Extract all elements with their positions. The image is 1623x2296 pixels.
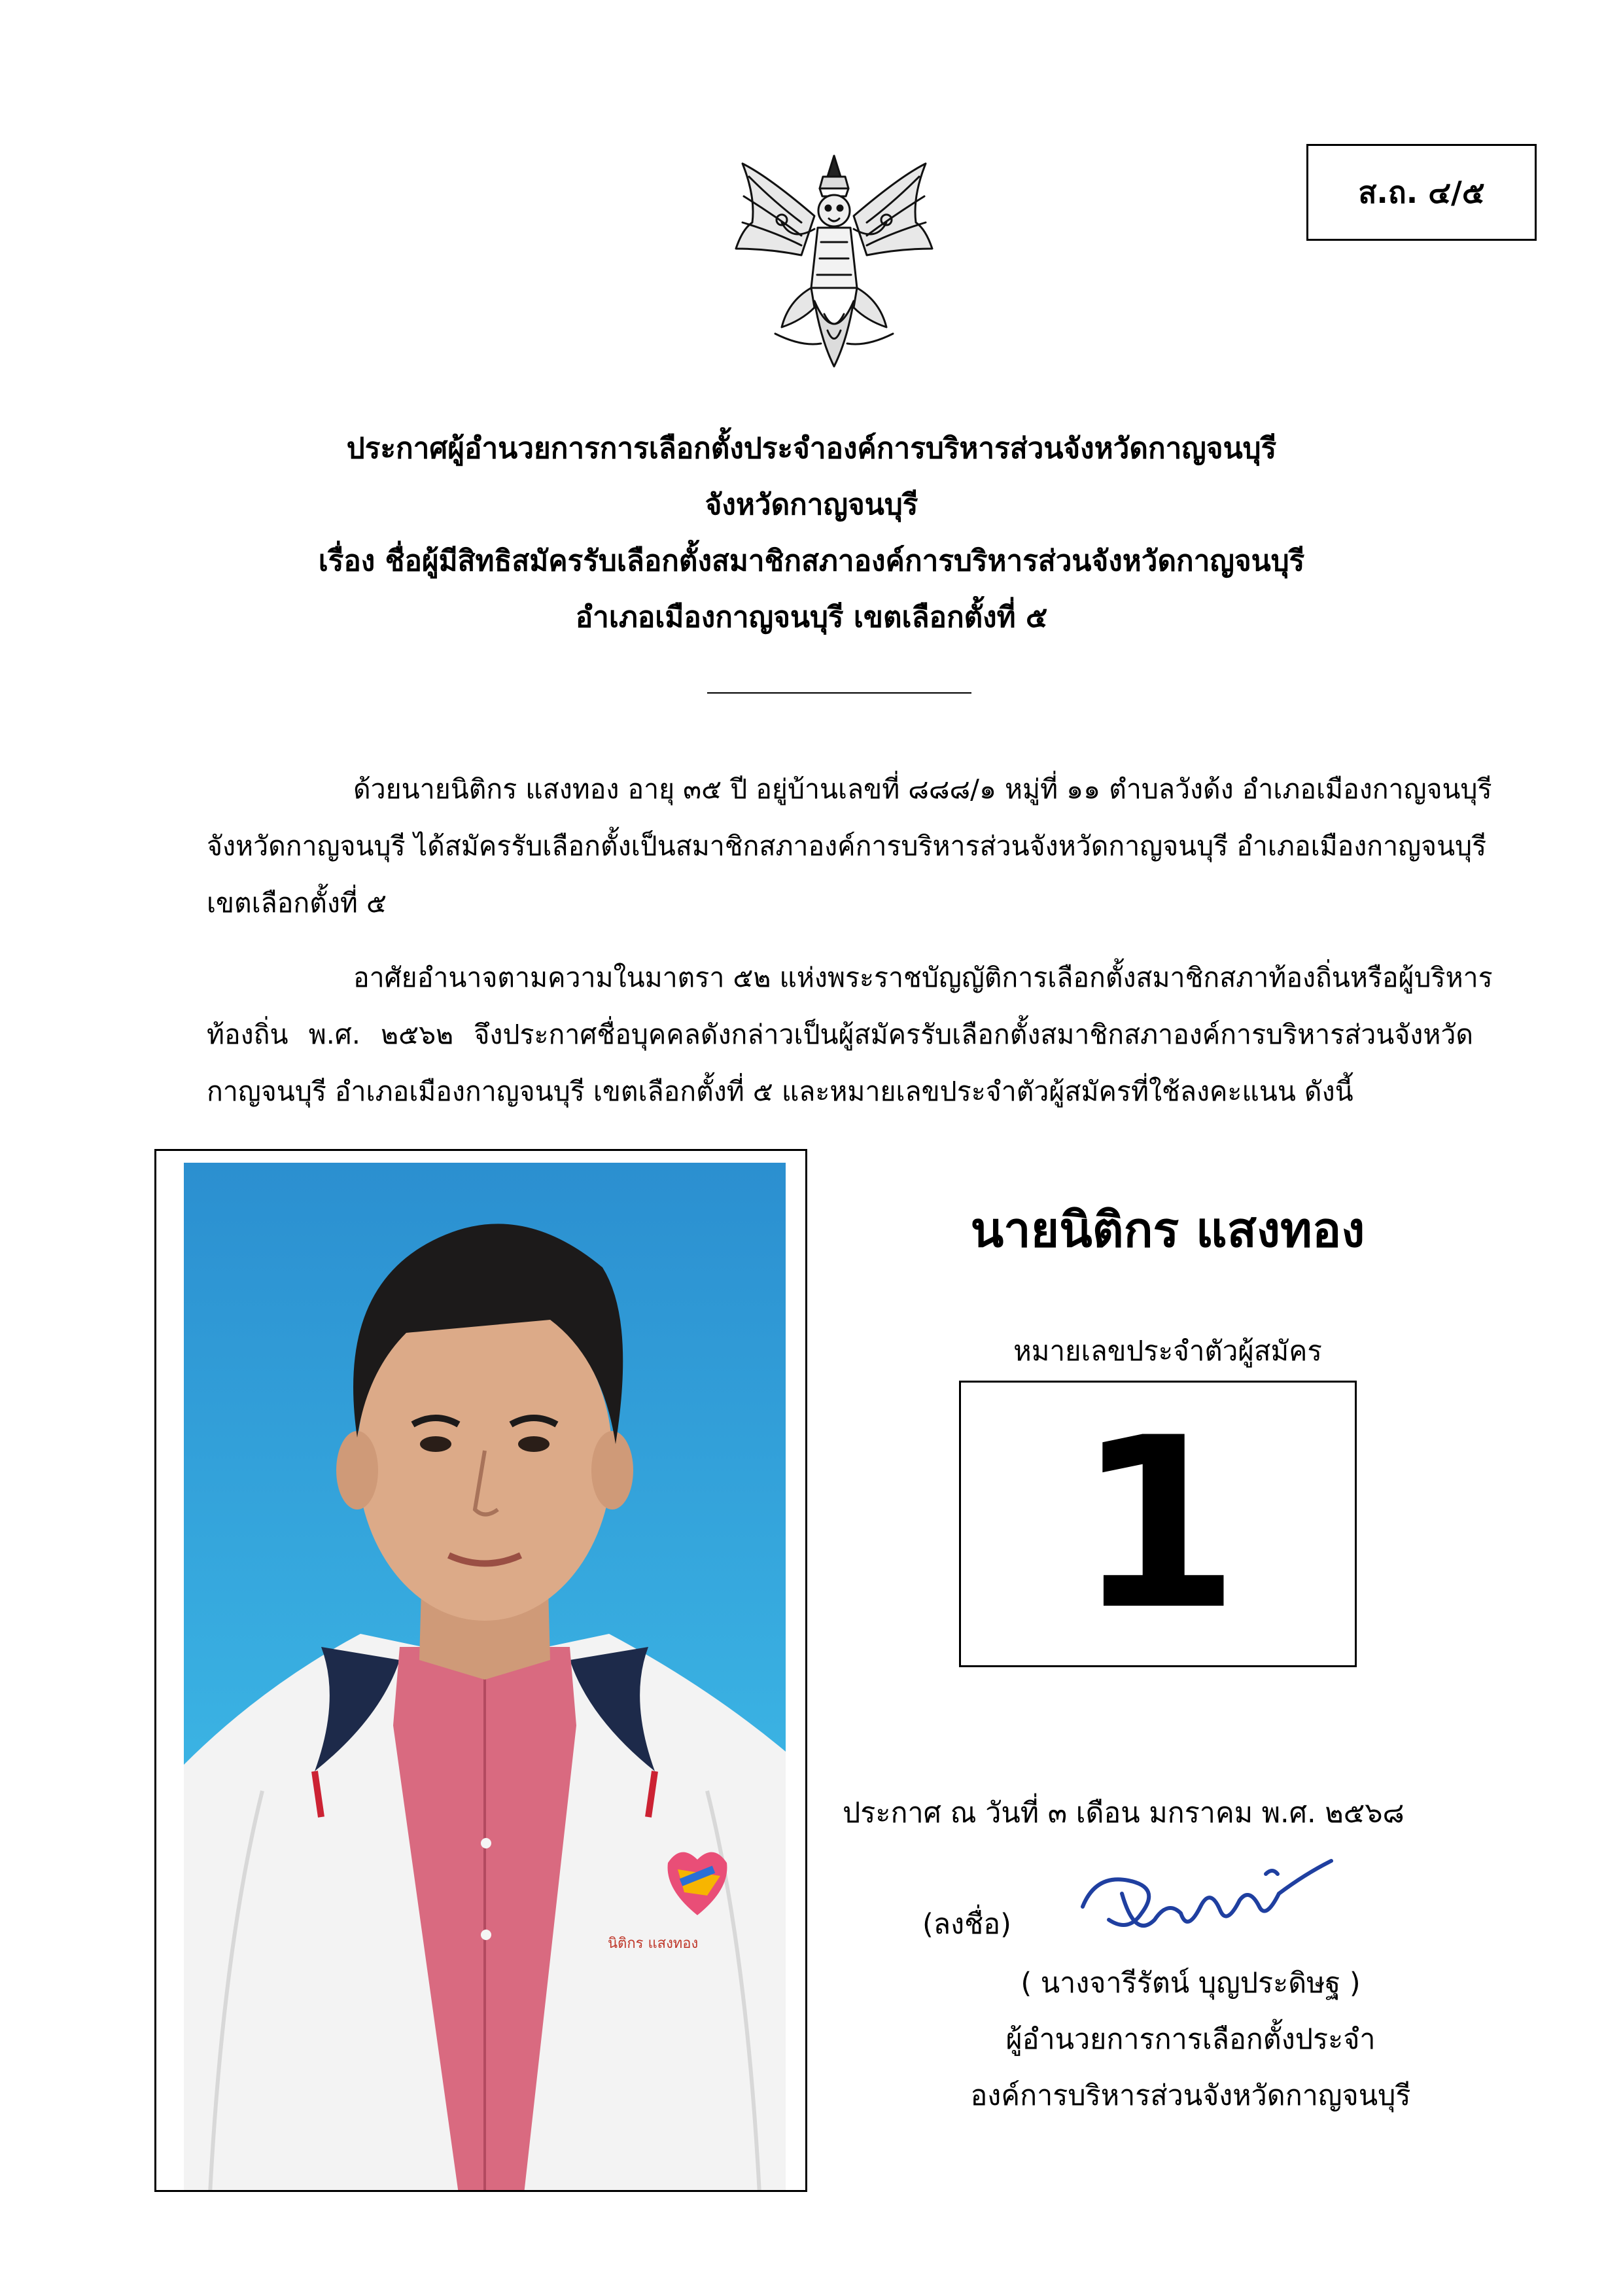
announcement-district: อำเภอเมืองกาญจนบุรี เขตเลือกตั้งที่ ๕ — [575, 601, 1048, 634]
paragraph-1-line-1: ด้วยนายนิติกร แสงทอง อายุ ๓๕ ปี อยู่บ้านเลขที่ ๘๘๘/๑ หมู่ที่ ๑๑ ตำบลวังด้ง อำเภอเมืองกาญจนบุรี — [353, 773, 1492, 805]
candidate-photo-frame — [154, 1149, 807, 2192]
paragraph-2-line-2: ท้องถิ่น พ.ศ. ๒๕๖๒ จึงประกาศชื่อบุคคลดังกล่าวเป็นผู้สมัครรับเลือกตั้งสมาชิกสภาองค์การบริหารส่วนจังหวัด — [207, 1019, 1473, 1050]
paragraph-1-line-2: จังหวัดกาญจนบุรี ได้สมัครรับเลือกตั้งเป็นสมาชิกสภาองค์การบริหารส่วนจังหวัดกาญจนบุรี อำเภอเมืองกาญจนบุรี — [207, 830, 1487, 862]
paragraph-2-line-3: กาญจนบุรี อำเภอเมืองกาญจนบุรี เขตเลือกตั้งที่ ๕ และหมายเลขประจำตัวผู้สมัครที่ใช้ลงคะแนน ดังนี้ — [207, 1076, 1353, 1107]
header-divider — [707, 692, 971, 694]
announcement-title: ประกาศผู้อำนวยการการเลือกตั้งประจำองค์การบริหารส่วนจังหวัดกาญจนบุรี — [346, 432, 1277, 465]
candidate-number-label: หมายเลขประจำตัวผู้สมัคร — [1013, 1335, 1322, 1367]
signature-mark — [1070, 1848, 1351, 1959]
signer-name: ( นางจารีรัตน์ บุญประดิษฐ ) — [1021, 1967, 1361, 2000]
form-code: ส.ถ. ๔/๕ — [1358, 174, 1485, 210]
signer-position-line-1: ผู้อำนวยการการเลือกตั้งประจำ — [1005, 2023, 1376, 2056]
announcement-province: จังหวัดกาญจนบุรี — [705, 488, 918, 521]
announcement-date: ประกาศ ณ วันที่ ๓ เดือน มกราคม พ.ศ. ๒๕๖๘ — [843, 1797, 1405, 1829]
jacket-badge-text: นิติกร แสงทอง — [608, 1935, 699, 1952]
paragraph-2-line-1: อาศัยอำนาจตามความในมาตรา ๕๒ แห่งพระราชบัญญัติการเลือกตั้งสมาชิกสภาท้องถิ่นหรือผู้บริหาร — [353, 962, 1493, 993]
candidate-name: นายนิติกร แสงทอง — [970, 1202, 1365, 1258]
announcement-subject: เรื่อง ชื่อผู้มีสิทธิสมัครรับเลือกตั้งสมาชิกสภาองค์การบริหารส่วนจังหวัดกาญจนบุรี — [318, 544, 1305, 578]
signature-label: (ลงชื่อ) — [922, 1908, 1011, 1941]
paragraph-1-line-3: เขตเลือกตั้งที่ ๕ — [207, 887, 387, 919]
candidate-photo — [184, 1163, 786, 2192]
candidate-number: 1 — [1075, 1387, 1240, 1661]
form-code-box — [1306, 144, 1537, 241]
garuda-emblem-icon — [729, 150, 939, 373]
signer-position-line-2: องค์การบริหารส่วนจังหวัดกาญจนบุรี — [970, 2079, 1411, 2112]
